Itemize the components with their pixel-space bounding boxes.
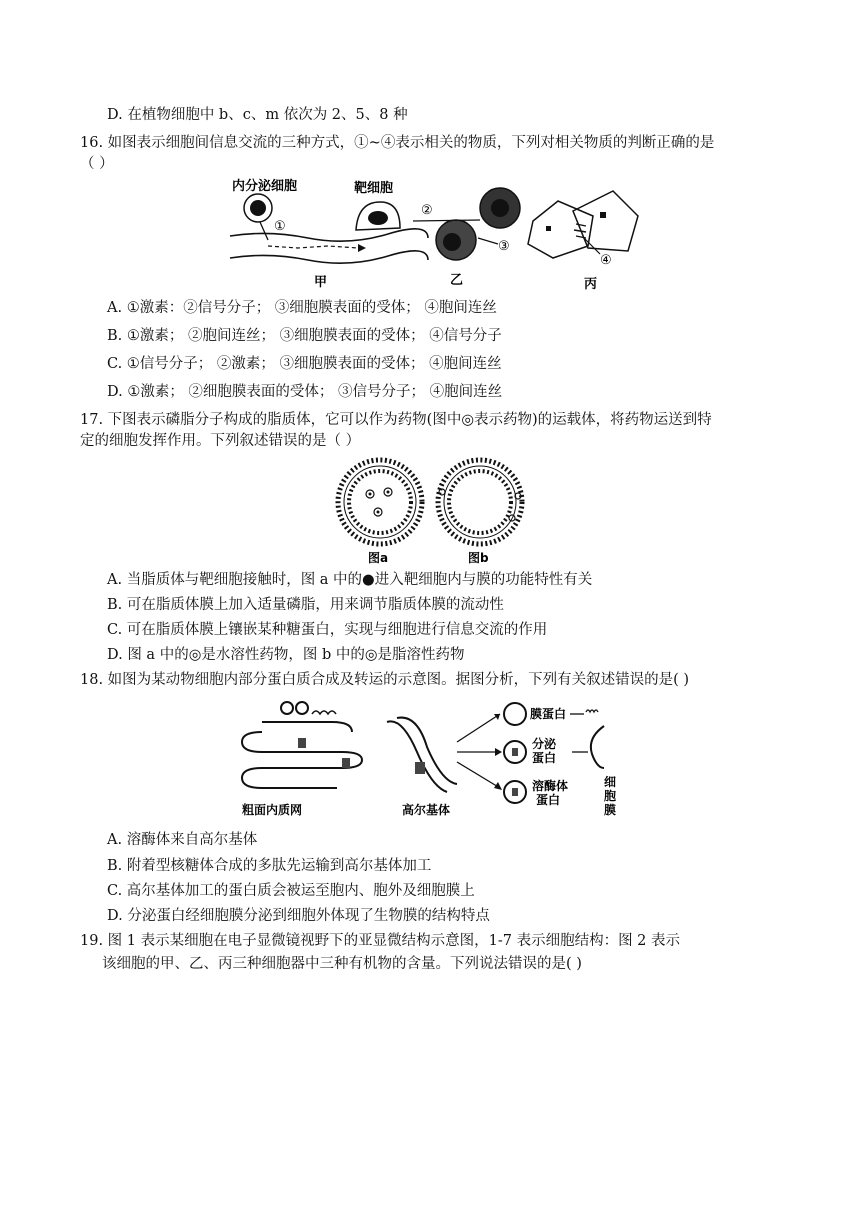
q16-figure: [228, 176, 648, 294]
label-yi: 乙: [450, 273, 464, 288]
q17-option-c: C. 可在脂质体膜上镶嵌某种糖蛋白，实现与细胞进行信息交流的作用: [107, 622, 548, 638]
hormone-flow: [268, 246, 358, 248]
q16-stem-line1: 16. 如图表示细胞间信息交流的三种方式，①~④表示相关的物质，下列对相关物质的判断正确的是: [80, 135, 715, 151]
q18-option-b: B. 附着型核糖体合成的多肽先运输到高尔基体加工: [107, 858, 432, 874]
label-4: ④: [600, 253, 612, 268]
q18-option-c: C. 高尔基体加工的蛋白质会被运至胞内、胞外及细胞膜上: [107, 883, 475, 899]
q17-option-d: D. 图 a 中的◎是水溶性药物，图 b 中的◎是脂溶性药物: [107, 647, 465, 663]
plant-cell-left: [528, 201, 593, 258]
q19-stem-line2: 该细胞的甲、乙、丙三种细胞器中三种有机物的含量。下列说法错误的是( ): [102, 956, 582, 972]
label-2: ②: [421, 203, 433, 218]
q18-option-a: A. 溶酶体来自高尔基体: [107, 832, 258, 848]
q18-figure: [232, 692, 632, 820]
vesicles: [504, 703, 598, 807]
label-secretory-1: 分泌: [532, 737, 557, 751]
q16-option-b: B. ①激素； ②胞间连丝； ③细胞膜表面的受体； ④信号分子: [107, 328, 502, 344]
label-fig-b: 图b: [468, 551, 489, 565]
vessel-bottom: [230, 251, 428, 263]
golgi: [387, 718, 457, 817]
liposome-a: [338, 460, 422, 565]
label-cm-2: 胞: [604, 789, 617, 803]
q17-option-b: B. 可在脂质体膜上加入适量磷脂，用来调节脂质体膜的流动性: [107, 597, 504, 613]
label-cm-3: 膜: [604, 803, 617, 817]
endocrine-nucleus: [250, 200, 266, 216]
label-membrane-protein: 膜蛋白: [530, 707, 567, 721]
liposome-b: [438, 460, 522, 565]
rough-er: [242, 702, 362, 817]
plant-cell-right: [573, 191, 638, 251]
fig-yi: [413, 188, 520, 288]
label-3: ③: [498, 239, 510, 254]
label-rer: 粗面内质网: [242, 803, 303, 817]
label-cm-1: 细: [604, 775, 617, 789]
q18-stem: 18. 如图为某动物细胞内部分蛋白质合成及转运的示意图。据图分析，下列有关叙述错误的是( ): [80, 672, 690, 688]
q16-option-c: C. ①信号分子； ②激素； ③细胞膜表面的受体； ④胞间连丝: [107, 356, 502, 372]
label-1: ①: [274, 219, 286, 234]
q16-stem-line2: （ ）: [80, 156, 114, 172]
q16-option-a: A. ①激素：②信号分子； ③细胞膜表面的受体； ④胞间连丝: [107, 300, 497, 316]
vessel-top: [230, 229, 428, 241]
label-bing: 丙: [584, 277, 598, 292]
q17-figure: [330, 456, 530, 566]
q17-stem-line2: 定的细胞发挥作用。下列叙述错误的是（ ）: [80, 433, 361, 449]
q18-option-d: D. 分泌蛋白经细胞膜分泌到细胞外体现了生物膜的结构特点: [107, 908, 490, 924]
label-target-cell: 靶细胞: [354, 181, 394, 196]
q17-option-a: A. 当脂质体与靶细胞接触时，图 a 中的●进入靶细胞内与膜的功能特性有关: [107, 572, 593, 588]
label-endocrine-cell: 内分泌细胞: [232, 179, 298, 194]
label-lysosome-1: 溶酶体: [532, 779, 569, 793]
label-secretory-2: 蛋白: [532, 751, 557, 765]
label-fig-a: 图a: [368, 551, 389, 565]
label-golgi: 高尔基体: [402, 803, 451, 817]
q17-stem-line1: 17. 下图表示磷脂分子构成的脂质体，它可以作为药物(图中◎表示药物)的运载体，将药物运送到特: [80, 412, 712, 428]
label-jia: 甲: [314, 275, 328, 290]
transport-arrows: [457, 714, 502, 790]
q19-stem-line1: 19. 图 1 表示某细胞在电子显微镜视野下的亚显微结构示意图，1-7 表示细胞结构：图 2 表示: [80, 933, 681, 949]
label-lysosome-2: 蛋白: [536, 793, 561, 807]
q15-option-d: D. 在植物细胞中 b、c、m 依次为 2、5、8 种: [107, 107, 408, 123]
cell-membrane: [591, 726, 616, 817]
q16-option-d: D. ①激素； ②细胞膜表面的受体； ③信号分子； ④胞间连丝: [107, 384, 503, 400]
fig-bing: [528, 191, 638, 292]
fig-jia: [230, 178, 428, 290]
